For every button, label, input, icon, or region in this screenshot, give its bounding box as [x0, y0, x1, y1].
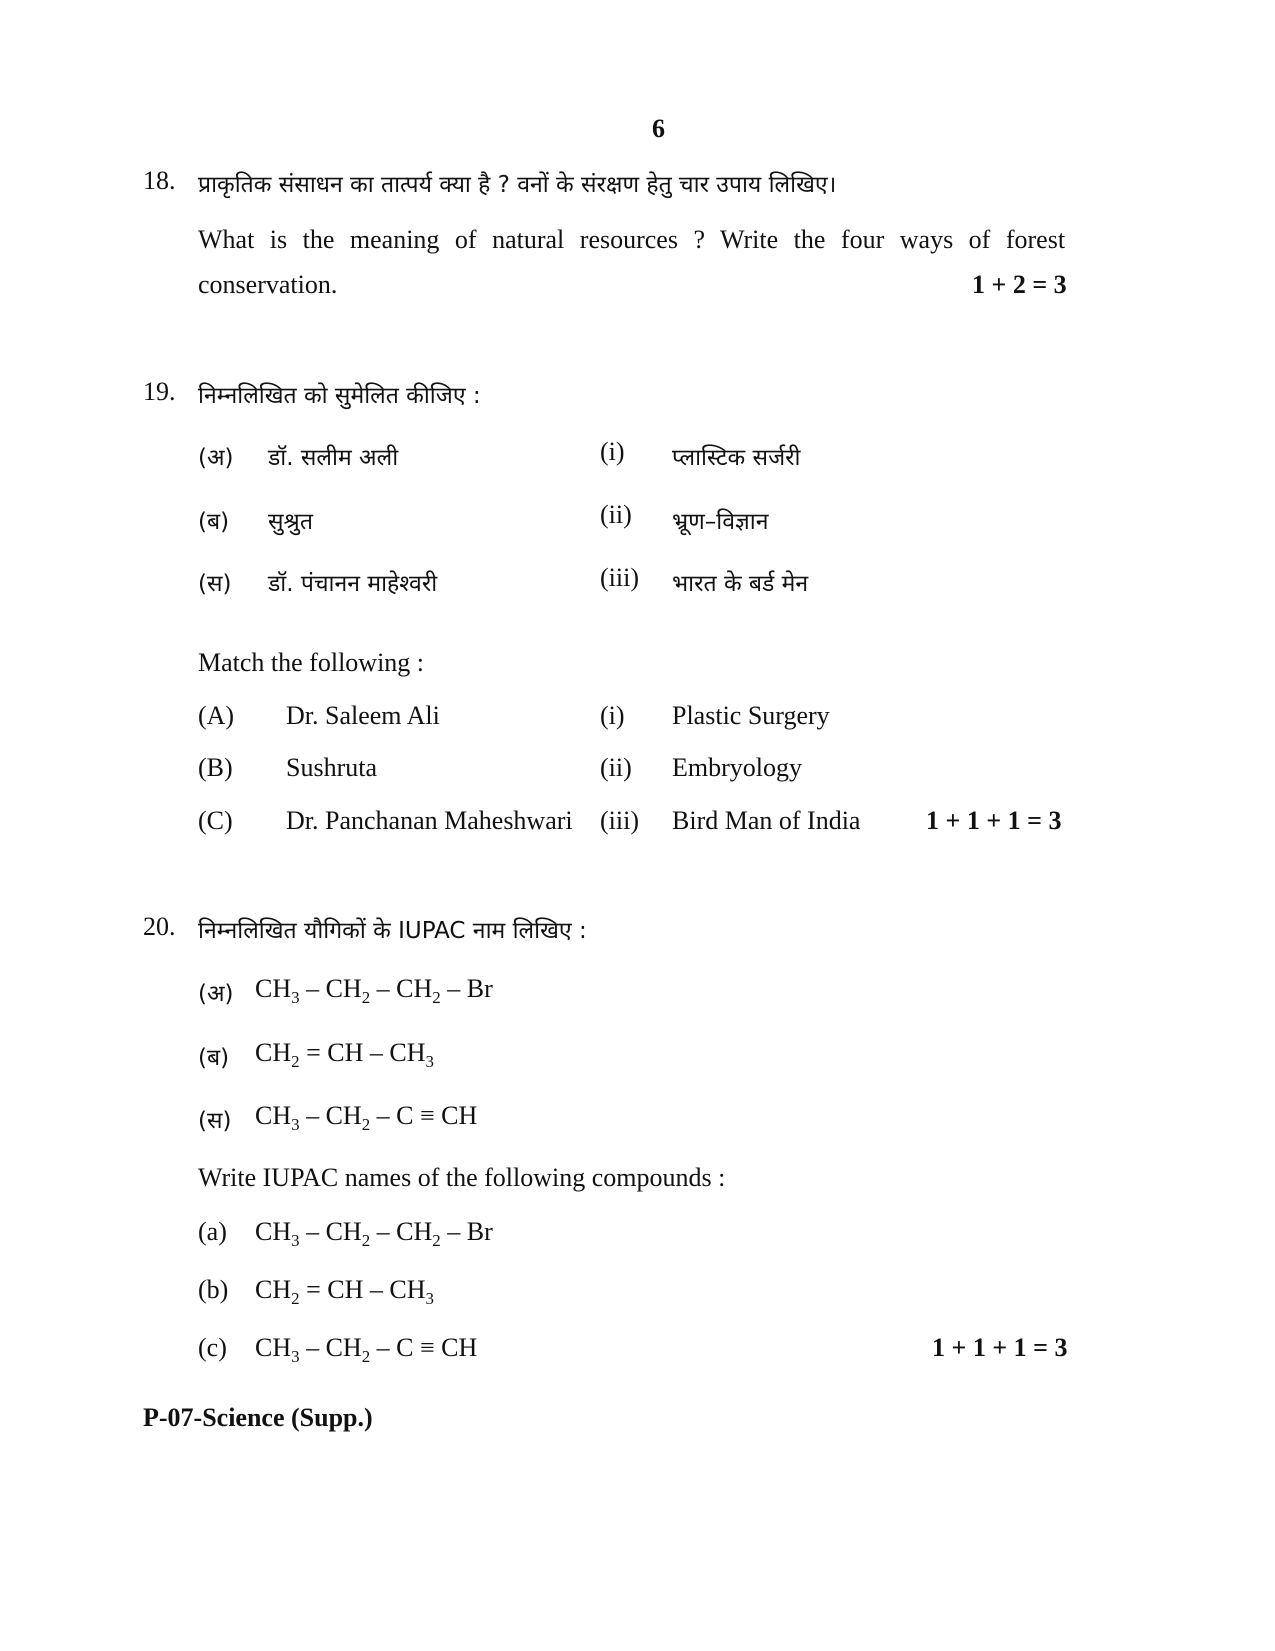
q20-number: 20. — [143, 912, 176, 941]
match-right-item: Bird Man of India — [672, 806, 861, 835]
match-left-item: Sushruta — [286, 753, 377, 782]
page-number: 6 — [652, 114, 665, 143]
match-roman: (ii) — [600, 753, 632, 782]
q18-hindi-text: प्राकृतिक संसाधन का तात्पर्य क्या है ? वनों के संरक्षण हेतु चार उपाय लिखिए। — [198, 172, 837, 198]
q19-number: 19. — [143, 377, 176, 406]
match-label: (C) — [198, 806, 233, 835]
match-roman: (ii) — [600, 500, 632, 529]
match-label: (स) — [198, 571, 232, 597]
compound-label: (स) — [198, 1108, 232, 1134]
match-right-item: Plastic Surgery — [672, 701, 830, 730]
compound-formula: $CH_3 - CH_2$ – C ≡ CH — [255, 1101, 478, 1134]
match-right-item: भारत के बर्ड मेन — [672, 571, 809, 597]
q20-english-intro: Write IUPAC names of the following compounds : — [198, 1163, 726, 1192]
match-left-item: डॉ. पंचानन माहेश्वरी — [268, 571, 438, 597]
compound-label: (अ) — [198, 981, 234, 1007]
compound-label: (b) — [198, 1275, 229, 1304]
q19-english-intro: Match the following : — [198, 648, 425, 677]
match-left-item: Dr. Saleem Ali — [286, 701, 440, 730]
match-right-item: प्लास्टिक सर्जरी — [672, 445, 801, 471]
q18-marks: 1 + 2 = 3 — [972, 270, 1067, 299]
q18-english-line1: What is the meaning of natural resources ? Write the four ways of forest — [198, 225, 1066, 254]
q20-marks: 1 + 1 + 1 = 3 — [932, 1333, 1068, 1362]
match-label: (A) — [198, 701, 235, 730]
compound-formula: $CH_3 - CH_2 - CH_2$ – Br — [255, 974, 493, 1007]
q19-marks: 1 + 1 + 1 = 3 — [926, 806, 1062, 835]
compound-label: (c) — [198, 1333, 227, 1362]
match-left-item: डॉ. सलीम अली — [268, 445, 399, 471]
compound-formula: $CH_2$ = CH – $CH_3$ — [255, 1275, 434, 1308]
match-roman: (iii) — [600, 806, 639, 835]
match-label: (ब) — [198, 509, 230, 535]
compound-formula: $CH_2$ = CH – $CH_3$ — [255, 1038, 434, 1071]
compound-formula: $CH_3 - CH_2$ – C ≡ CH — [255, 1333, 478, 1366]
footer-paper-code: P-07-Science (Supp.) — [143, 1403, 373, 1432]
match-label: (B) — [198, 753, 233, 782]
compound-label: (ब) — [198, 1045, 230, 1071]
match-roman: (i) — [600, 437, 625, 466]
compound-label: (a) — [198, 1217, 227, 1246]
match-left-item: सुश्रुत — [268, 509, 313, 535]
compound-formula: $CH_3 - CH_2 - CH_2$ – Br — [255, 1217, 493, 1250]
q18-english-line2: conservation. — [198, 270, 338, 299]
match-right-item: Embryology — [672, 753, 802, 782]
q18-number: 18. — [143, 166, 176, 195]
q20-hindi-intro: निम्नलिखित यौगिकों के IUPAC नाम लिखिए : — [198, 918, 587, 944]
match-roman: (iii) — [600, 563, 639, 592]
match-label: (अ) — [198, 445, 234, 471]
match-right-item: भ्रूण–विज्ञान — [672, 509, 769, 535]
q19-hindi-intro: निम्नलिखित को सुमेलित कीजिए : — [198, 383, 481, 409]
match-roman: (i) — [600, 701, 625, 730]
match-left-item: Dr. Panchanan Maheshwari — [286, 806, 573, 835]
